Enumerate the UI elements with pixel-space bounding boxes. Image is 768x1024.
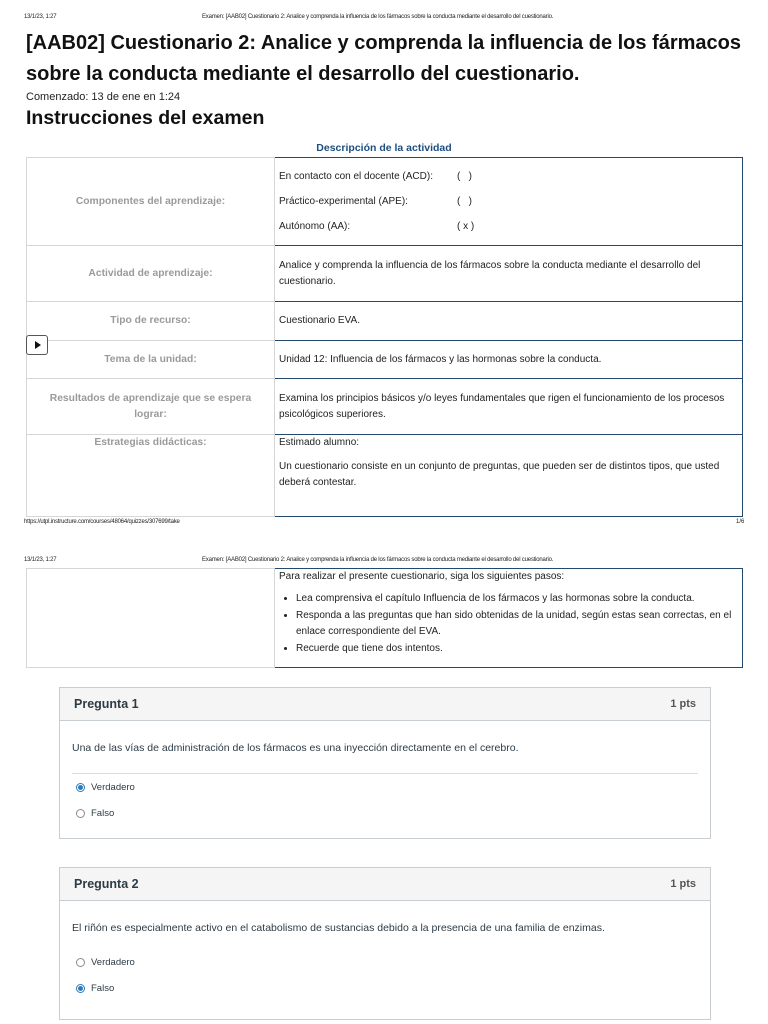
print-footer-page: 1/6 <box>736 519 745 525</box>
results-value: Examina los principios básicos y/o leyes fundamentales que rigen el funcionamiento de los procesos psicológicos superiores. <box>275 379 743 435</box>
question-2-answer-falso[interactable] <box>60 975 710 1001</box>
steps-list <box>279 591 738 657</box>
strategies-label-continued <box>27 569 275 668</box>
instructions-heading: Instrucciones del examen <box>26 107 265 129</box>
question-1-points: 1 pts <box>670 698 696 710</box>
activity-row <box>27 246 743 302</box>
question-1-answer-falso[interactable] <box>60 800 710 826</box>
activity-value: Analice y comprenda la influencia de los fármacos sobre la conducta mediante el desarrollo del cuestionario. <box>275 246 743 302</box>
print-doc-title: Examen: [AAB02] Cuestionario 2: Analice y comprenda la influencia de los fármacos sobre la conducta mediante el desarrollo del cuestionario. <box>202 14 554 20</box>
components-row <box>27 158 743 246</box>
question-1-text: Una de las vías de administración de los fármacos es una inyección directamente en el cerebro. <box>72 742 519 754</box>
radio-selected-icon[interactable] <box>76 984 85 993</box>
print-date: 13/1/23, 1:27 <box>24 14 57 20</box>
description-title: Descripción de la actividad <box>316 142 452 154</box>
component-aa-label: Autónomo (AA): <box>279 220 351 232</box>
step-item: • Responda a las preguntas que han sido obtenidas de la unidad, según estas sean correctas, en el enlace correspondiente del EVA. <box>296 608 738 640</box>
answer-label: Falso <box>91 807 115 819</box>
question-1-title: Pregunta 1 <box>74 697 139 711</box>
unit-label: Tema de la unidad: <box>27 341 275 379</box>
activity-label: Actividad de aprendizaje: <box>27 246 275 302</box>
component-ape <box>279 189 738 214</box>
strategies-intro: Un cuestionario consiste en un conjunto de preguntas, que pueden ser de distintos tipos, que usted deberá contestar. <box>279 461 720 488</box>
question-2-title: Pregunta 2 <box>74 877 139 891</box>
play-icon <box>35 341 41 349</box>
strategies-greeting: Estimado alumno: <box>279 437 360 448</box>
strategies-steps <box>275 569 743 668</box>
question-2-text: El riñón es especialmente activo en el catabolismo de sustancias debido a la presencia de una familia de enzimas. <box>72 922 605 934</box>
question-1-header <box>60 688 710 721</box>
resource-value: Cuestionario EVA. <box>275 302 743 341</box>
answer-label: Verdadero <box>91 781 135 793</box>
question-2-answer-verdadero[interactable] <box>60 949 710 975</box>
strategies-steps-intro: Para realizar el presente cuestionario, siga los siguientes pasos: <box>279 571 565 582</box>
step-item: • Lea comprensiva el capítulo Influencia de los fármacos y las hormonas sobre la conducta. <box>296 591 738 607</box>
strategies-value <box>275 435 743 517</box>
resource-row <box>27 302 743 341</box>
radio-unselected-icon[interactable] <box>76 958 85 967</box>
component-aa-mark: ( x ) <box>457 220 475 232</box>
resource-label: Tipo de recurso: <box>27 302 275 341</box>
answer-label: Verdadero <box>91 956 135 968</box>
unit-value: Unidad 12: Influencia de los fármacos y las hormonas sobre la conducta. <box>275 341 743 379</box>
description-table-continued <box>26 568 743 668</box>
description-table <box>26 157 743 517</box>
component-ape-label: Práctico-experimental (APE): <box>279 195 408 207</box>
play-button[interactable] <box>26 335 48 355</box>
question-2-header <box>60 868 710 901</box>
print-footer-url: https://utpl.instructure.com/courses/48064/quizzes/307699/take <box>24 519 180 525</box>
question-2-points: 1 pts <box>670 878 696 890</box>
components-label: Componentes del aprendizaje: <box>27 158 275 246</box>
component-acd-label: En contacto con el docente (ACD): <box>279 170 433 182</box>
question-1 <box>59 687 711 839</box>
strategies-row <box>27 435 743 517</box>
question-2 <box>59 867 711 1020</box>
results-label: Resultados de aprendizaje que se espera lograr: <box>27 379 275 435</box>
component-ape-mark: ( ) <box>457 195 472 207</box>
component-acd <box>279 164 738 189</box>
components-value <box>275 158 743 246</box>
component-aa <box>279 214 738 239</box>
strategies-row-continued <box>27 569 743 668</box>
unit-row <box>27 341 743 379</box>
radio-selected-icon[interactable] <box>76 783 85 792</box>
radio-unselected-icon[interactable] <box>76 809 85 818</box>
strategies-label: Estrategias didácticas: <box>27 435 275 517</box>
print-doc-title-page2: Examen: [AAB02] Cuestionario 2: Analice y comprenda la influencia de los fármacos sobre la conducta mediante el desarrollo del cuestionario. <box>202 557 554 563</box>
results-row <box>27 379 743 435</box>
step-item: • Recuerde que tiene dos intentos. <box>296 641 738 657</box>
page-title: [AAB02] Cuestionario 2: Analice y comprenda la influencia de los fármacos sobre la conducta mediante el desarrollo del cuestionario. <box>26 32 742 85</box>
component-acd-mark: ( ) <box>457 170 472 182</box>
started-timestamp: Comenzado: 13 de ene en 1:24 <box>26 91 181 103</box>
answer-label: Falso <box>91 982 115 994</box>
question-1-answer-verdadero[interactable] <box>60 774 710 800</box>
print-date-page2: 13/1/23, 1:27 <box>24 557 57 563</box>
